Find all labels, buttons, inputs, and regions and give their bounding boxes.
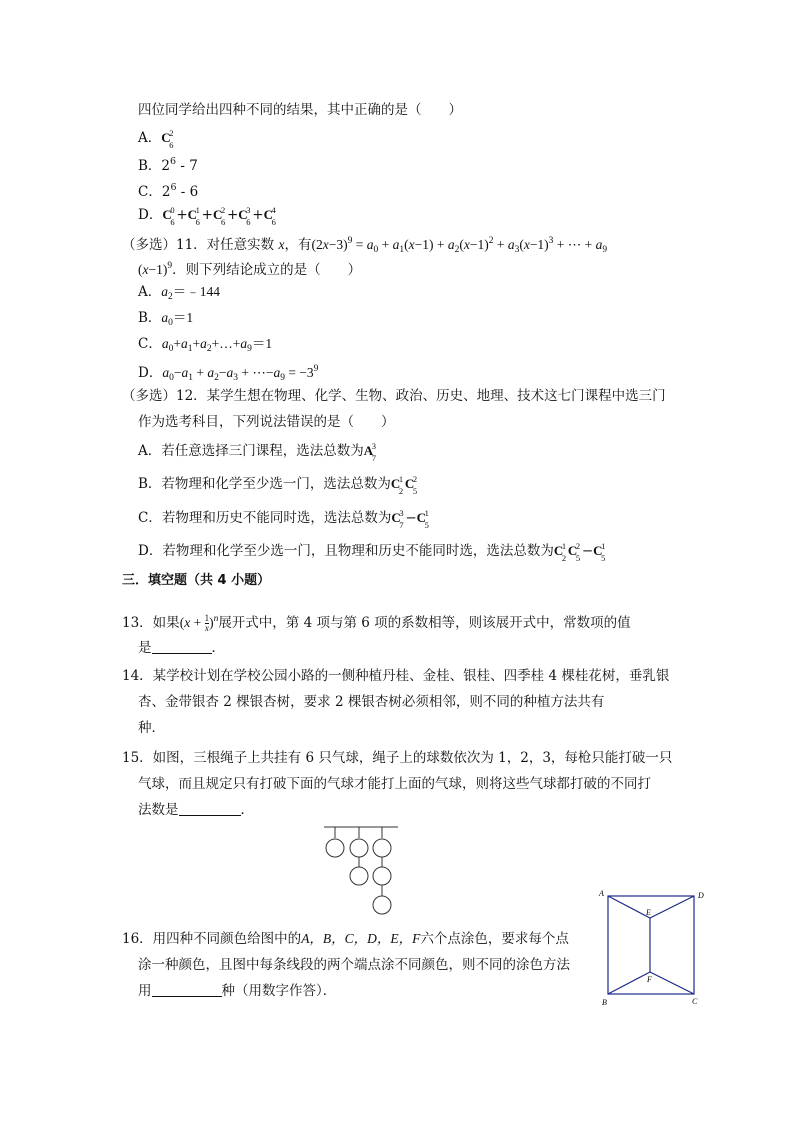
base: 2 (161, 158, 171, 174)
q13-num: 13．如果 (122, 615, 180, 631)
option-letter: C． (138, 184, 162, 200)
var-x: x (278, 237, 285, 252)
combination-c-6-2: C 2 6 (161, 128, 174, 150)
label-d: D (698, 891, 704, 900)
option-letter: D． (138, 365, 163, 381)
q12-option-d: D．若物理和化学至少选一门，且物理和历史不能同时选，选法总数为 C 1 2 C 2 5 − C 1 5 (138, 541, 606, 563)
option-text: 若物理和历史不能同时选，选法总数为 (161, 510, 392, 526)
option-letter: D． (138, 543, 163, 559)
option-text: 若物理和化学至少选一门，选法总数为 (161, 476, 391, 492)
label-b: B (602, 998, 607, 1007)
q15-line2: 气球，而且规定只有打破下面的气球才能打上面的气球，则将这些气球都打破的不同打 (138, 776, 651, 792)
q16-line2: 涂一种颜色，且图中每条线段的两个端点涂不同颜色，则不同的涂色方法 (138, 957, 570, 973)
q11-option-b (138, 308, 193, 333)
q11-a-expr: $a_2=﹣144$ (161, 284, 220, 302)
permutation-a-7-3: A 3 7 (363, 441, 376, 463)
c-5-2: C 2 5 (404, 474, 418, 496)
balloon-figure (322, 824, 402, 916)
q13-line1 (122, 609, 631, 633)
q16-line1-post: 六个点涂色，要求每个点 (420, 931, 569, 947)
answer-blank[interactable] (179, 801, 241, 816)
option-letter: A． (138, 130, 162, 146)
q12-line2: 作为选考科目，下列说法错误的是（ ） (138, 414, 395, 430)
c-2-1: C 1 2 (553, 541, 567, 563)
balloon (373, 896, 391, 914)
c-5-1: C 1 5 (416, 508, 429, 530)
option-letter: C． (138, 336, 162, 352)
q16-line1-pre: 16．用四种不同颜色给图中的 (122, 931, 302, 947)
label-c: C (692, 997, 698, 1006)
q12-line1: （多选）12．某学生想在物理、化学、生物、政治、历史、地理、技术这七门课程中选三门 (122, 388, 666, 404)
c-5-2: C 2 5 (567, 541, 581, 563)
q11-option-d (138, 359, 318, 388)
label-a: A (599, 889, 604, 898)
c-7-3: C 3 7 (391, 508, 404, 530)
q14-line2: 杏、金带银杏 2 棵银杏树，要求 2 棵银杏树必须相邻，则不同的种植方法共有 (138, 694, 605, 710)
tail: - 6 (176, 184, 199, 200)
edge-d-e (650, 896, 694, 918)
q15-line3 (138, 800, 254, 820)
q11-equation: $(2x-3)^9 = a_0 + a_1(x-1) + a_2(x-1)^2 + a_3(x-1)^3$ + ⋯ + $a_9$ (311, 236, 608, 255)
q11-b-expr: $a_0=1$ (161, 310, 194, 328)
q10-option-d: D． C 0 6 + C 1 6 + C 2 6 + C 3 6 + C 4 6 (138, 205, 276, 227)
option-letter: B． (138, 158, 162, 174)
q11-line2-end: ．则下列结论成立的是（ ） (172, 262, 362, 278)
q15-line3-post: ． (240, 802, 254, 818)
q15-line1: 15．如图，三根绳子上共挂有 6 只气球，绳子上的球数依次为 1，2，3，每枪只能打破一只 (122, 750, 673, 766)
q16-line3-pre: 用 (138, 983, 152, 999)
q14-line1: 14．某学校计划在学校公园小路的一侧种植丹桂、金桂、银桂、四季桂 4 棵桂花树，垂乳银 (122, 668, 670, 684)
c-6-2: C 2 6 (212, 205, 226, 227)
q13-text2-post: ． (211, 640, 225, 656)
option-text: 若任意选择三门课程，选法总数为 (161, 443, 364, 459)
q13-text1: 展开式中，第 4 项与第 6 项的系数相等，则该展开式中，常数项的值 (218, 615, 631, 631)
q11-equation-tail: $(x-1)^9$ (138, 261, 173, 277)
option-letter: C． (138, 510, 162, 526)
q12-option-a (138, 439, 378, 461)
c-6-0: C 0 6 (162, 205, 175, 227)
c-6-3: C 3 6 (238, 205, 251, 227)
edge-a-e (608, 896, 650, 918)
c-6-1: C 1 6 (187, 205, 200, 227)
tail: - 7 (176, 158, 198, 174)
q11-option-c (138, 334, 272, 359)
q12-option-b (138, 472, 419, 494)
balloon (373, 867, 391, 885)
edge-b-f (608, 972, 650, 994)
answer-blank[interactable] (152, 639, 212, 654)
exponent: 6 (170, 156, 177, 167)
c-6-4: C 4 6 (263, 205, 276, 227)
section-title: 三．填空题（共 4 小题） (122, 573, 271, 588)
q11-option-a (138, 282, 220, 307)
q11-c-expr: $a_0+a_1+a_2+\dots+a_9=1$ (161, 336, 273, 354)
q16-line3 (138, 981, 336, 1001)
balloon (373, 839, 391, 857)
q11-prefix: （多选）11．对任意实数 (122, 237, 275, 253)
q11-line2 (138, 256, 361, 280)
q16-points: A，B，C，D，E，F (301, 931, 421, 946)
q12-option-c: C．若物理和历史不能同时选，选法总数为 C 3 7 − C 1 5 (138, 508, 429, 530)
edge-c-f (650, 972, 694, 994)
exponent: 6 (170, 182, 177, 193)
q11-d-expr: $a_0-a_1 + a_2-a_3$ + $\cdots-a_9 = -3^9$ (162, 364, 319, 383)
balloon (350, 839, 368, 857)
q10-option-a (138, 126, 175, 148)
q13-text2-pre: 是 (138, 640, 152, 656)
balloon (326, 839, 344, 857)
q10-stem: 四位同学给出四种不同的结果，其中正确的是（ ） (138, 102, 462, 118)
q16-line3-post: 种（用数字作答）． (221, 983, 337, 999)
q10-option-b (138, 152, 198, 176)
c-2-1: C 1 2 (390, 474, 404, 496)
option-letter: B． (138, 310, 162, 326)
base: 2 (161, 184, 171, 200)
label-f: F (647, 975, 652, 984)
option-text: 若物理和化学至少选一门，且物理和历史不能同时选，选法总数为 (162, 543, 554, 559)
c-5-1: C 1 5 (593, 541, 606, 563)
q10-option-c (138, 178, 198, 202)
q13-line2 (138, 638, 225, 658)
q11-mid: ，有 (284, 237, 312, 253)
q14-line3: 种． (138, 720, 165, 736)
label-e: E (646, 908, 651, 917)
option-letter: A． (138, 284, 162, 300)
q13-binomial: (x + $\frac{1}{x}$ )$^n$ (179, 613, 219, 634)
option-letter: D． (138, 207, 163, 223)
answer-blank[interactable] (152, 982, 222, 997)
balloon (350, 867, 368, 885)
coloring-graph-figure (596, 888, 708, 1008)
q16-line1 (122, 929, 569, 949)
option-letter: A． (138, 443, 162, 459)
q15-line3-pre: 法数是 (138, 802, 179, 818)
option-letter: B． (138, 476, 162, 492)
